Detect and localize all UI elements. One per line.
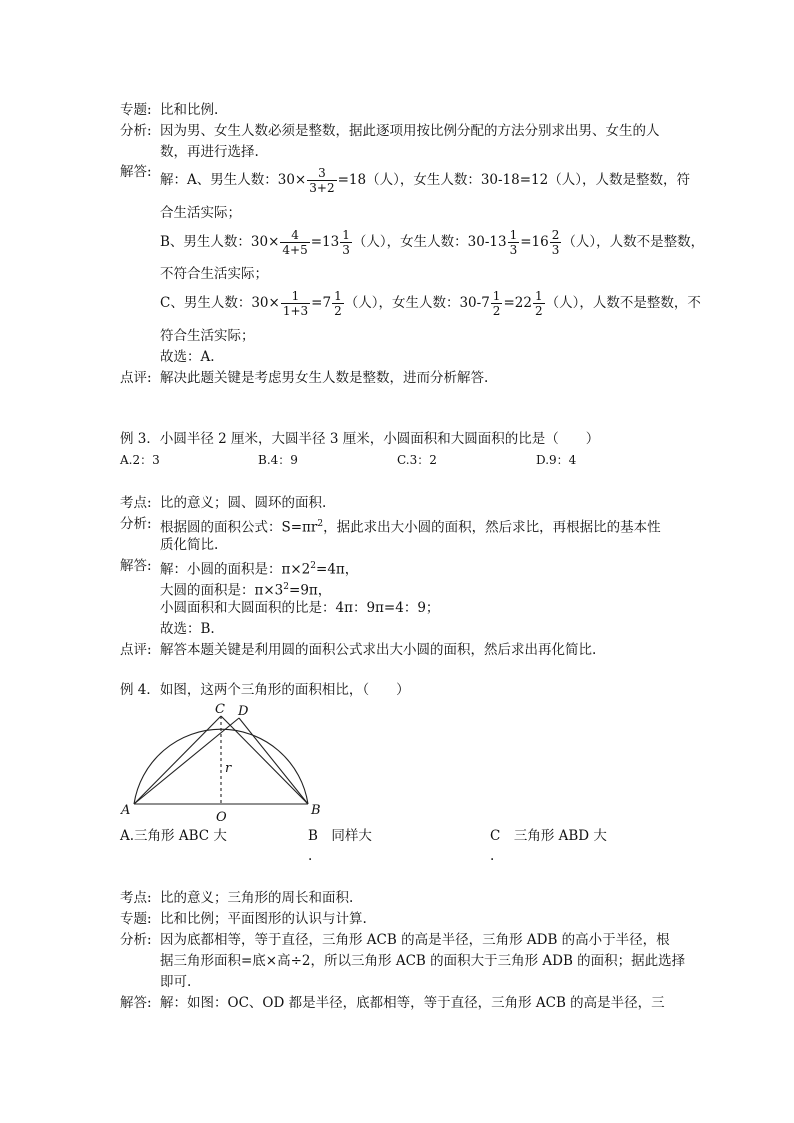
fraction: $\frac{1}{1+3}$ [282,288,309,318]
kaodian-label: 考点: [120,495,152,511]
label-D: D [238,704,249,719]
option-a: A.2：3 [120,453,160,467]
segment-AD [134,718,239,804]
zhuanti-label: 专题: [120,911,152,927]
label-A: A [121,803,131,818]
dianping-text: 解决此题关键是考虑男女生人数是整数，进而分析解答. [160,370,489,386]
solution-a-line2: 合生活实际； [160,205,241,221]
choice: 故选：A. [160,349,215,365]
kaodian-label: 考点: [120,890,152,906]
fenxi-line1: 根据圆的面积公式：$S=\pi r^2$，据此求出大小圆的面积，然后求比，再根据比的基本性 [160,519,661,536]
semicircle-figure [118,700,338,824]
solution-line1: 解：小圆的面积是：$\pi\times 2^2=4\pi$， [160,561,359,578]
choice: 故选：B. [160,621,215,637]
option-b: B.4：9 [258,453,298,467]
zhuanti-text: 比和比例. [160,102,219,118]
fraction: $\frac{1}{3}$ [342,227,350,257]
fenxi-line2: 质化简比. [160,537,219,553]
solution-line1: 解：如图：OC、OD 都是半径，底都相等，等于直径，三角形 ACB 的高是半径，三 [160,995,665,1011]
question-3: 例 3．小圆半径 2 厘米，大圆半径 3 厘米，小圆面积和大圆面积的比是（ ） [120,431,600,447]
jieda-label: 解答: [120,164,152,180]
option-a: A.三角形 ABC 大 [120,828,227,844]
jieda-label: 解答: [120,558,152,574]
segment-AC [134,716,221,804]
solution-b-line2: 不符合生活实际； [160,266,268,282]
fenxi-line2: 据三角形面积=底×高÷2，所以三角形 ACB 的面积大于三角形 ADB 的面积；据此选择 [160,953,686,969]
solution-line3: 小圆面积和大圆面积的比是：4π：9π=4：9； [160,600,440,616]
option-b-dot: . [308,848,313,864]
jieda-label: 解答: [120,995,152,1011]
kaodian-text: 比的意义；圆、圆环的面积. [160,495,327,511]
dianping-text: 解答本题关键是利用圆的面积公式求出大小圆的面积，然后求出再化简比. [160,642,597,658]
fraction: $\frac{1}{2}$ [534,288,543,318]
solution-c-line1: C、男生人数：30× $\frac{1}{1+3}$ =7 $\frac{1}{2}$ （人），女生人数：30-7 $\frac{1}{2}$ =22 $\frac{1}{2}$ （人），人数不是整数，不 [160,288,701,318]
fenxi-line1: 因为男、女生人数必须是整数，据此逐项用按比例分配的方法分别求出男、女生的人 [160,123,660,139]
fenxi-label: 分析: [120,932,152,948]
segment-CB [221,716,308,804]
solution-b-line1: B、男生人数：30× $\frac{4}{4+5}$ =13 $\frac{1}{3}$ （人），女生人数：30-13 $\frac{1}{3}$ =16 $\frac{2}{3}$ （人），人数不是整数， [160,227,705,257]
fenxi-line3: 即可. [160,974,192,990]
solution-line2: 大圆的面积是：$\pi\times 3^2=9\pi$， [160,582,332,599]
solution-c-line2: 符合生活实际； [160,328,255,344]
zhuanti-text: 比和比例；平面图形的认识与计算. [160,911,367,927]
dianping-label: 点评: [120,642,152,658]
fenxi-label: 分析: [120,516,152,532]
option-c: C.3：2 [397,453,437,467]
option-c-dot: . [490,848,495,864]
zhuanti-label: 专题: [120,102,152,118]
label-C: C [215,702,225,717]
option-b: B 同样大 [308,828,372,844]
fraction: $\frac{1}{2}$ [492,288,501,318]
label-B: B [311,803,321,818]
text-a-pre: 解：A、男生人数：30× [160,172,307,188]
fraction: $\frac{4}{4+5}$ [282,227,308,257]
text-a-post: =18（人），女生人数：30-18=12（人），人数是整数，符 [337,172,690,188]
dianping-label: 点评: [120,370,152,386]
fraction: $\frac{3}{3+2}$ [309,165,335,195]
fraction: $\frac{2}{3}$ [551,227,560,257]
label-r: r [225,761,232,776]
fenxi-line1: 因为底都相等，等于直径，三角形 ACB 的高是半径，三角形 ADB 的高小于半径，根 [160,932,670,948]
fraction: $\frac{1}{2}$ [334,288,342,318]
fenxi-label: 分析: [120,123,152,139]
option-d: D.9：4 [536,453,577,467]
segment-DB [239,718,308,804]
fraction: $\frac{1}{3}$ [509,227,518,257]
question-4: 例 4．如图，这两个三角形的面积相比，（ ） [120,682,410,698]
fenxi-line2: 数，再进行选择. [160,144,259,160]
kaodian-text: 比的意义；三角形的周长和面积. [160,890,354,906]
option-c: C 三角形 ABD 大 [490,828,607,844]
label-O: O [216,810,227,824]
solution-a-line1 [160,162,690,198]
